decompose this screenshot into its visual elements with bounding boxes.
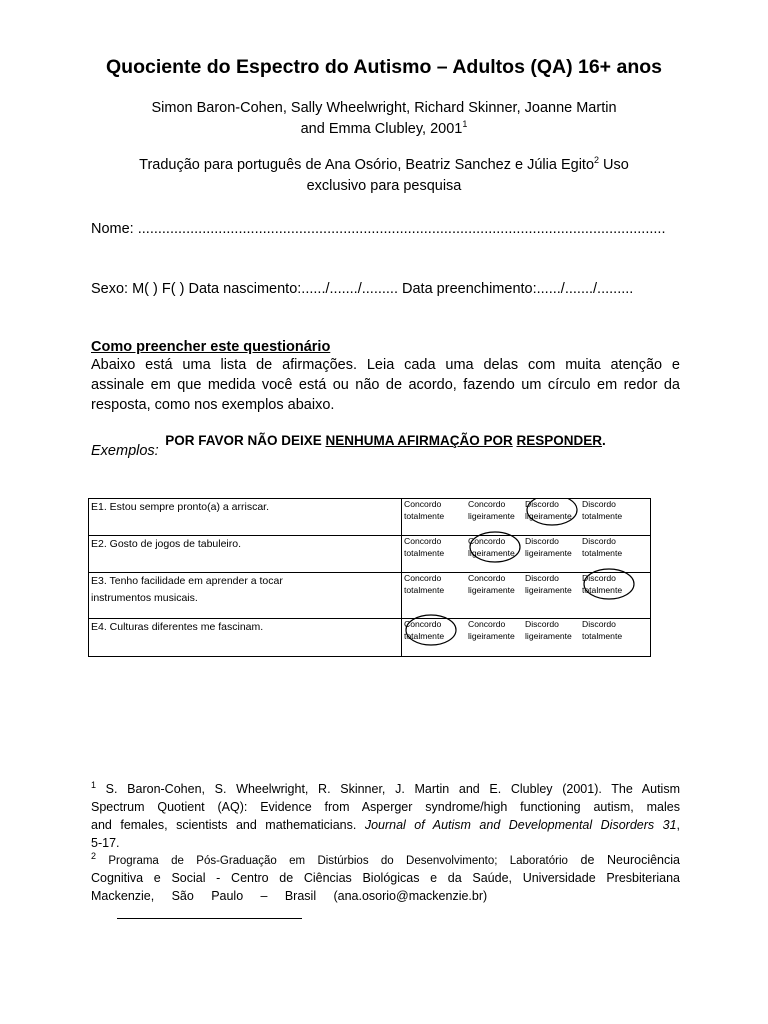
journal-name: Journal of Autism and Developmental Disorders 31 bbox=[364, 818, 677, 832]
example-3-option-2[interactable]: Concordo ligeiramente bbox=[468, 573, 515, 595]
footnote-ref-2: 2 bbox=[594, 155, 600, 166]
example-statement-4: E4. Culturas diferentes me fascinam. bbox=[91, 621, 264, 633]
footnote-1-text-3c: , bbox=[676, 818, 681, 832]
footnote-separator bbox=[117, 918, 302, 919]
example-3-option-3[interactable]: Discordo ligeiramente bbox=[525, 573, 572, 595]
example-2-option-2[interactable]: Concordo ligeiramente bbox=[468, 536, 515, 558]
instructions-line-3: resposta, como nos exemplos abaixo. bbox=[91, 397, 335, 413]
example-2-option-3[interactable]: Discordo ligeiramente bbox=[525, 536, 572, 558]
example-2-option-4[interactable]: Discordo totalmente bbox=[582, 536, 623, 558]
example-4-option-2[interactable]: Concordo ligeiramente bbox=[468, 619, 515, 641]
footnote-1-marker: 1 bbox=[91, 779, 97, 790]
footnote-2-line-1 bbox=[91, 850, 680, 867]
footnote-1-line-3 bbox=[91, 818, 680, 832]
example-statement-3-cont: instrumentos musicais. bbox=[91, 592, 198, 604]
instructions-line-2: assinale em que medida você está ou não de acordo, fazendo um círculo em redor da bbox=[91, 377, 680, 393]
example-3-option-4[interactable]: Discordo totalmente bbox=[582, 573, 623, 595]
example-statement-3: E3. Tenho facilidade em aprender a tocar bbox=[91, 575, 283, 587]
name-field[interactable]: Nome: ................................................................................................................................... bbox=[91, 221, 666, 237]
footnote-1-text-3a: and females, scientists and mathematicians. bbox=[91, 818, 365, 832]
footnote-2-text-1b: de Neurociência bbox=[567, 853, 680, 867]
footnote-2-line-2: Cognitiva e Social - Centro de Ciências Biológicas e da Saúde, Universidade Presbiteriana bbox=[91, 871, 680, 885]
footnote-2-line-3: Mackenzie, São Paulo – Brasil (ana.osorio@mackenzie.br) bbox=[91, 889, 488, 903]
authors-line-1: Simon Baron-Cohen, Sally Wheelwright, Richard Skinner, Joanne Martin bbox=[151, 100, 617, 116]
warning-part-e: . bbox=[602, 433, 606, 448]
example-statement-1: E1. Estou sempre pronto(a) a arriscar. bbox=[91, 501, 269, 513]
examples-table bbox=[88, 498, 651, 657]
authors-line-2 bbox=[80, 121, 688, 137]
example-1-option-2[interactable]: Concordo ligeiramente bbox=[468, 499, 515, 521]
footnote-2-text-1a: Programa de Pós-Graduação em Distúrbios do Desenvolvimento; Laboratório bbox=[96, 855, 568, 867]
translation-line-1 bbox=[80, 157, 688, 173]
footnote-1-line-2: Spectrum Quotient (AQ): Evidence from Asperger syndrome/high functioning autism, males bbox=[91, 800, 680, 814]
example-3-option-1[interactable]: Concordo totalmente bbox=[404, 573, 445, 595]
instructions-heading: Como preencher este questionário bbox=[91, 339, 331, 355]
footnote-2-marker: 2 bbox=[91, 850, 97, 861]
authors-line-2-text: and Emma Clubley, 2001 bbox=[300, 121, 463, 137]
footnote-1-text-1: S. Baron-Cohen, S. Wheelwright, R. Skinner, J. Martin and E. Clubley (2001). The Autism bbox=[96, 782, 680, 796]
example-4-option-4[interactable]: Discordo totalmente bbox=[582, 619, 623, 641]
translation-text-end: Uso bbox=[599, 157, 629, 173]
translation-line-2: exclusivo para pesquisa bbox=[306, 178, 462, 194]
example-4-option-3[interactable]: Discordo ligeiramente bbox=[525, 619, 572, 641]
warning-text bbox=[91, 433, 680, 448]
warning-part-b: NENHUMA AFIRMAÇÃO POR bbox=[325, 433, 513, 448]
example-2-option-1[interactable]: Concordo totalmente bbox=[404, 536, 445, 558]
instructions-line-1: Abaixo está uma lista de afirmações. Leia cada uma delas com muita atenção e bbox=[91, 357, 680, 373]
warning-part-d: RESPONDER bbox=[516, 433, 603, 448]
example-statement-2: E2. Gosto de jogos de tabuleiro. bbox=[91, 538, 242, 550]
footnote-1-line-4: 5-17. bbox=[91, 836, 120, 850]
example-1-option-4[interactable]: Discordo totalmente bbox=[582, 499, 623, 521]
example-1-option-1[interactable]: Concordo totalmente bbox=[404, 499, 445, 521]
translation-text: Tradução para português de Ana Osório, Beatriz Sanchez e Júlia Egito bbox=[139, 157, 595, 173]
document-title: Quociente do Espectro do Autismo – Adultos (QA) 16+ anos bbox=[106, 56, 662, 78]
footnote-ref-1: 1 bbox=[462, 119, 468, 130]
warning-part-a: POR FAVOR NÃO DEIXE bbox=[165, 433, 326, 448]
footnote-1-line-1 bbox=[91, 779, 680, 796]
example-1-option-3[interactable]: Discordo ligeiramente bbox=[525, 499, 572, 521]
sex-date-field[interactable]: Sexo: M( ) F( ) Data nascimento:....../......./......... Data preenchimento:....../......./......... bbox=[91, 281, 634, 297]
examples-label: Exemplos: bbox=[91, 443, 159, 459]
example-4-option-1[interactable]: Concordo totalmente bbox=[404, 619, 445, 641]
